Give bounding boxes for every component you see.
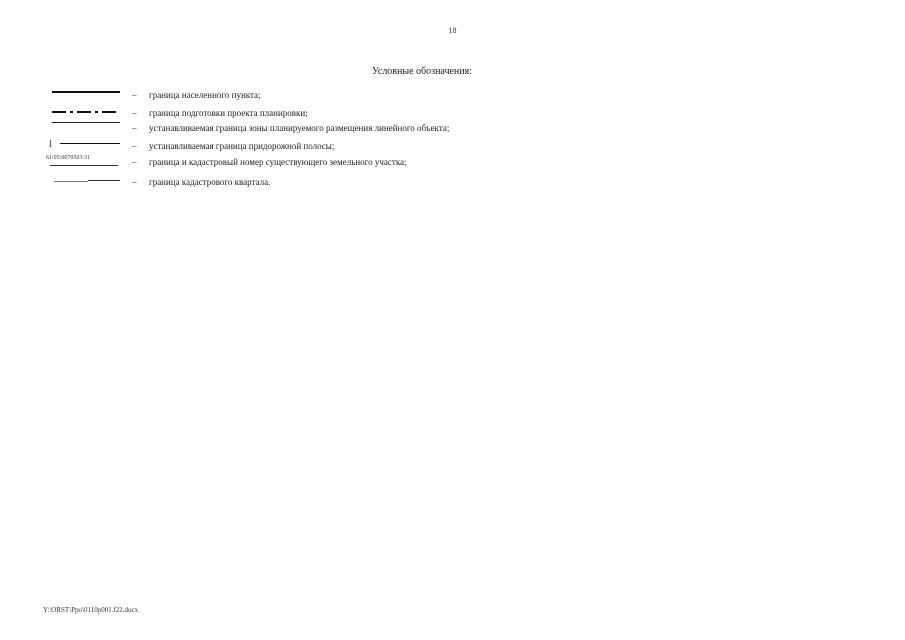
legend-row-planning-boundary	[0, 106, 905, 120]
legend-dash: –	[132, 123, 137, 133]
legend-text: устанавливаемая граница зоны планируемого размещения линейного объекта;	[149, 123, 450, 133]
legend-row-land-plot	[0, 155, 905, 169]
roadside-strip-symbol	[49, 139, 122, 153]
thin-solid-line	[52, 122, 120, 123]
cadastral-number-label: 61:05:0070503:31	[46, 155, 91, 161]
legend-dash: –	[132, 108, 137, 118]
thick-solid-line	[52, 91, 120, 93]
legend-row-roadside-strip	[0, 139, 905, 153]
cadastral-quarter-symbol	[52, 175, 122, 189]
legend-text: граница подготовки проекта планировки;	[149, 108, 308, 118]
settlement-boundary-symbol	[52, 88, 122, 102]
legend-row-linear-object-zone	[0, 121, 905, 135]
planning-boundary-symbol	[52, 106, 122, 120]
legend-dash: –	[132, 90, 137, 100]
land-plot-line	[50, 165, 118, 166]
legend-row-settlement-boundary	[0, 88, 905, 102]
dash-dot-line	[52, 106, 122, 120]
legend-dash: –	[132, 177, 137, 187]
legend-text: устанавливаемая граница придорожной полосы;	[149, 141, 335, 151]
legend-row-cadastral-quarter	[0, 175, 905, 189]
legend-title: Условные обозначения:	[372, 66, 473, 77]
cadastral-quarter-line-thin	[54, 181, 88, 182]
cadastral-quarter-line-thick	[88, 180, 120, 181]
footer-file-path: Y:\ORST\Ppo\0110p001.f22.docx	[43, 606, 139, 614]
roadside-marker: I	[49, 139, 52, 149]
roadside-line	[60, 143, 120, 144]
legend-dash: –	[132, 157, 137, 167]
linear-object-zone-symbol	[52, 121, 122, 135]
legend-text: граница кадастрового квартала.	[149, 177, 271, 187]
legend-text: граница населенного пункта;	[149, 90, 261, 100]
page-number: 18	[448, 26, 457, 35]
land-plot-symbol	[46, 155, 122, 169]
legend-text: граница и кадастровый номер существующего земельного участка;	[149, 157, 407, 167]
legend-dash: –	[132, 141, 137, 151]
